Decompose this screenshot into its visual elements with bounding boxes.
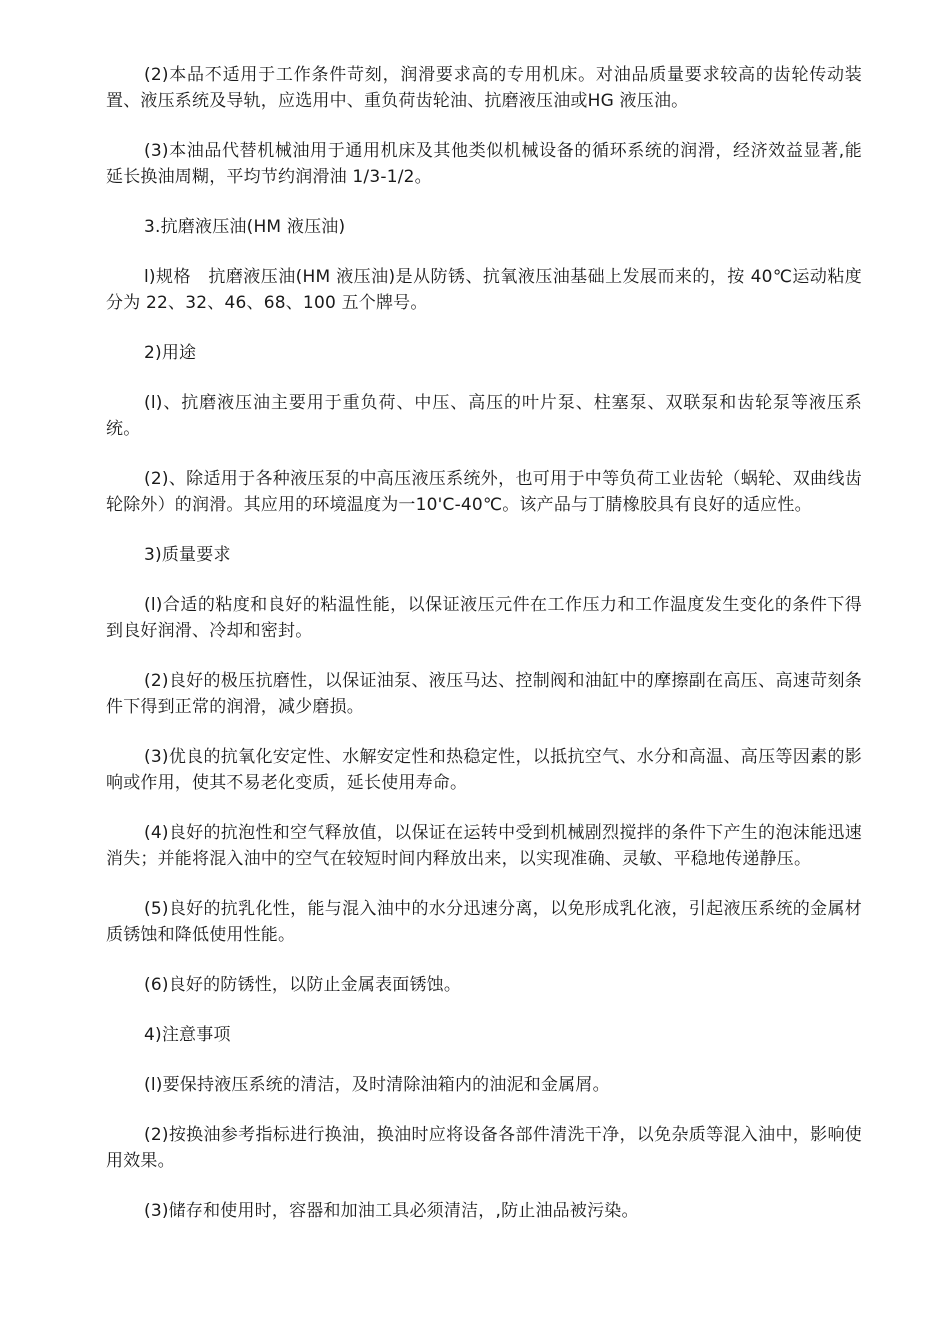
paragraph-quality-4: (4)良好的抗泡性和空气释放值，以保证在运转中受到机械剧烈搅拌的条件下产生的泡沫能迅速消失；并能将混入油中的空气在较短时间内释放出来，以实现准确、灵敏、平稳地传递静压。 [106, 823, 862, 869]
section-heading-hm-oil: 3.抗磨液压油(HM 液压油) [144, 217, 346, 237]
paragraph-quality-6: (6)良好的防锈性，以防止金属表面锈蚀。 [144, 975, 462, 995]
paragraph-quality-3: (3)优良的抗氧化安定性、水解安定性和热稳定性，以抵抗空气、水分和高温、高压等因素的影响或作用，使其不易老化变质，延长使用寿命。 [106, 747, 862, 793]
paragraph-specification: l)规格 抗磨液压油(HM 液压油)是从防锈、抗氧液压油基础上发展而来的，按 40℃运动粘度分为 22、32、46、68、100 五个牌号。 [106, 267, 862, 313]
subheading-quality: 3)质量要求 [144, 545, 231, 565]
paragraph-quality-1: (l)合适的粘度和良好的粘温性能，以保证液压元件在工作压力和工作温度发生变化的条件下得到良好润滑、冷却和密封。 [106, 595, 862, 641]
paragraph-usage-2: (2)、除适用于各种液压泵的中高压液压系统外，也可用于中等负荷工业齿轮（蜗轮、双曲线齿轮除外）的润滑。其应用的环境温度为一10'C-40℃。该产品与丁腈橡胶具有良好的适应性。 [106, 469, 862, 515]
subheading-usage: 2)用途 [144, 343, 197, 363]
paragraph-gear-note: (2)本品不适用于工作条件苛刻，润滑要求高的专用机床。对油品质量要求较高的齿轮传动装置、液压系统及导轨，应选用中、重负荷齿轮油、抗磨液压油或HG 液压油。 [106, 65, 862, 111]
paragraph-quality-5: (5)良好的抗乳化性，能与混入油中的水分迅速分离，以免形成乳化液，引起液压系统的金属材质锈蚀和降低使用性能。 [106, 899, 862, 945]
subheading-precautions: 4)注意事项 [144, 1025, 231, 1045]
paragraph-usage-1: (l)、抗磨液压油主要用于重负荷、中压、高压的叶片泵、柱塞泵、双联泵和齿轮泵等液压系统。 [106, 393, 862, 439]
paragraph-precaution-2: (2)按换油参考指标进行换油，换油时应将设备各部件清洗干净，以免杂质等混入油中，影响使用效果。 [106, 1125, 862, 1171]
paragraph-substitute-note: (3)本油品代替机械油用于通用机床及其他类似机械设备的循环系统的润滑，经济效益显著,能延长换油周糊，平均节约润滑油 1/3-1/2。 [106, 141, 862, 187]
document-body [106, 62, 862, 1248]
paragraph-precaution-1: (l)要保持液压系统的清洁，及时清除油箱内的油泥和金属屑。 [144, 1075, 610, 1095]
paragraph-precaution-3: (3)储存和使用时，容器和加油工具必须清洁，,防止油品被污染。 [144, 1201, 639, 1221]
paragraph-quality-2: (2)良好的极压抗磨性，以保证油泵、液压马达、控制阀和油缸中的摩擦副在高压、高速苛刻条件下得到正常的润滑，减少磨损。 [106, 671, 862, 717]
